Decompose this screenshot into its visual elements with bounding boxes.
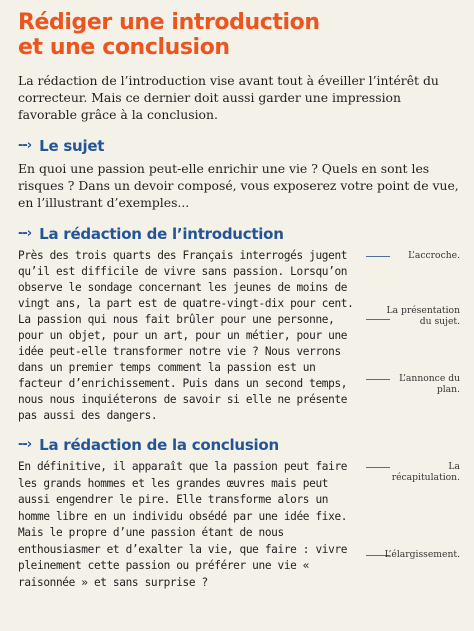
subject-section-heading (18, 137, 460, 155)
page-title-line-1: Rédiger une introduction (18, 10, 320, 35)
introduction-annotation-connectors (360, 248, 390, 424)
introduction-example-text: Près des trois quarts des Français interrogés jugent qu’il est difficile de vivre sans passion. Lorsqu’on observe le sondage concernant les jeunes de moins de vingt ans, la part est de quatre-vingt-dix pour cent. La passion qui nous fait brûler pour une personne, pour un objet, pour un art, pour un métier, pour une idée peut-elle transformer notre vie ? Nous verrons dans un premier temps comment la passion est un facteur d’enrichissement. Puis dans un second temps, nous nous inquiéterons de savoir si elle ne présente pas aussi des dangers. (18, 249, 354, 422)
subject-section-title: Le sujet (39, 137, 105, 155)
recap-note: La récapitulation. (391, 461, 460, 483)
dotted-arrow-icon: --› (18, 226, 32, 241)
introduction-section-heading (18, 225, 460, 243)
lesson-intro-paragraph: La rédaction de l’introduction vise avant tout à éveiller l’intérêt du correcteur. Mais ce dernier doit aussi garder une impression favorable grâce à la conclusion. (18, 73, 439, 122)
widening-note: L’élargissement. (384, 549, 460, 560)
page-title (18, 10, 460, 60)
conclusion-example-block (18, 459, 460, 591)
plan-announcement-note: L’annonce du plan. (399, 373, 460, 395)
conclusion-section-heading (18, 436, 460, 454)
conclusion-example-text: En définitive, il apparaît que la passion peut faire les grands hommes et les grandes œuvres mais peut aussi engendrer le pire. Elle transforme alors un homme libre en un individu obsédé par une idée fixe. Mais le propre d’une passion étant de nous enthousiasmer et d’exalter la vie, que faire : vivre pleinement cette passion ou préférer une vie « raisonnée » et sans surprise ? (18, 460, 348, 589)
introduction-example-block (18, 248, 460, 424)
subject-paragraph: En quoi une passion peut-elle enrichir une vie ? Quels en sont les risques ? Dans un devoir composé, vous exposerez votre point de vue, en l’illustrant d’exemples... (18, 161, 459, 210)
introduction-margin-notes (386, 248, 460, 424)
introduction-section-title: La rédaction de l’introduction (39, 225, 284, 243)
dotted-arrow-icon: --› (18, 437, 32, 452)
conclusion-margin-notes (384, 459, 460, 591)
page-title-line-2: et une conclusion (18, 35, 230, 60)
hook-note: L’accroche. (408, 250, 460, 261)
subject-presentation-note: La présentation du sujet. (386, 305, 460, 327)
dotted-arrow-icon: --› (18, 138, 32, 153)
conclusion-section-title: La rédaction de la conclusion (39, 436, 279, 454)
